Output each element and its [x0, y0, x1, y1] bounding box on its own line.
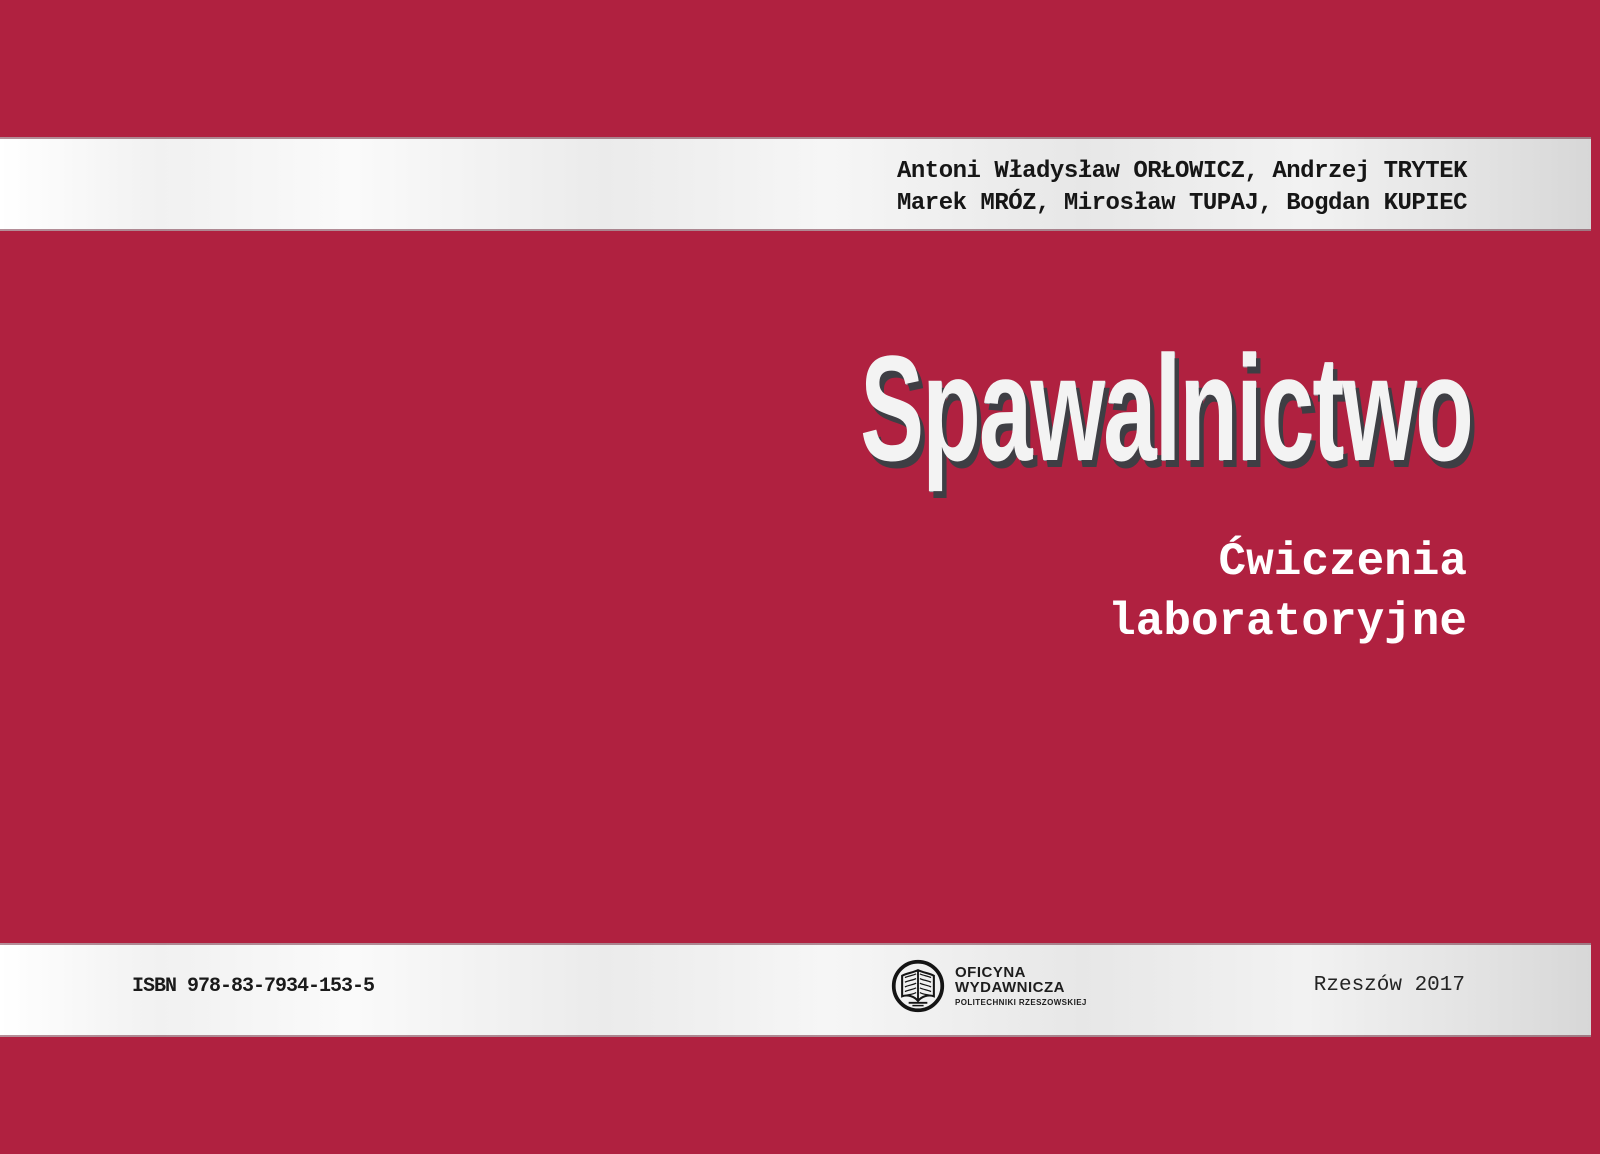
authors-block: [897, 156, 1467, 220]
publisher-name-line-1: OFICYNA: [955, 964, 1026, 981]
open-book-icon: [890, 958, 946, 1014]
publisher-name-line-2: WYDAWNICZA: [955, 979, 1065, 996]
isbn-number: ISBN 978-83-7934-153-5: [132, 975, 375, 998]
book-title: Spawalnictwo: [860, 324, 1472, 492]
subtitle-line-2: laboratoryjne: [1108, 596, 1467, 648]
authors-line-1: Antoni Władysław ORŁOWICZ, Andrzej TRYTEK: [897, 158, 1467, 185]
publisher-name: [955, 965, 1087, 1007]
book-subtitle: [1108, 532, 1467, 652]
place-and-year: Rzeszów 2017: [1313, 974, 1465, 997]
publisher-name-line-3: POLITECHNIKI RZESZOWSKIEJ: [955, 998, 1087, 1007]
subtitle-line-1: Ćwiczenia: [1218, 536, 1467, 588]
publisher-logo: [890, 958, 1087, 1014]
authors-line-2: Marek MRÓZ, Mirosław TUPAJ, Bogdan KUPIEC: [897, 190, 1467, 217]
